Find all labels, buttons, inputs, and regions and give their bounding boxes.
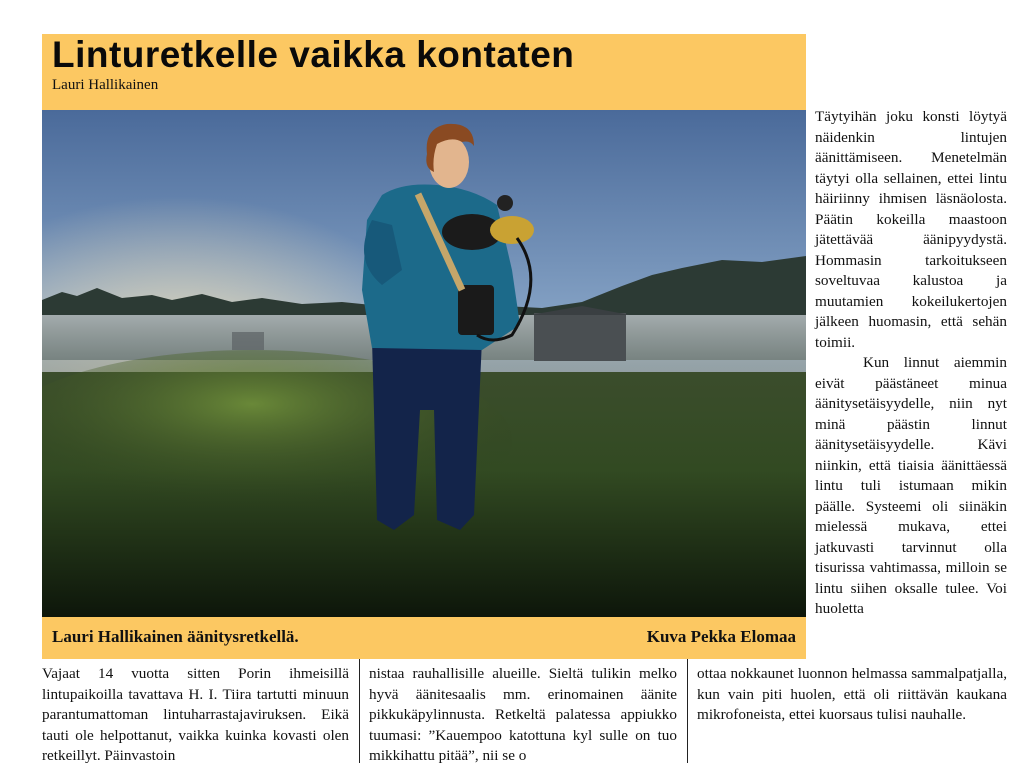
- body-column-2: [369, 664, 677, 763]
- body-text: nistaa rauhallisille alueille. Sieltä tulikin melko hyvä äänitesaalis mm. erinomainen äänite pikkukäpylinnusta. Retkeltä palatessa appiukko tuumasi: ”Kauempoo katottuna kyl sulle on tuo mikkihattu pitää”, nii se o: [369, 665, 677, 763]
- photo-illustration: [42, 110, 806, 617]
- body-column-3: [697, 664, 1007, 763]
- caption-band: [42, 617, 806, 659]
- column-divider: [687, 659, 688, 763]
- body-column-1: [42, 664, 349, 763]
- article-author: Lauri Hallikainen: [52, 77, 159, 93]
- article-photo: [42, 110, 806, 617]
- right-column-paragraph: Täytyihän joku konsti löytyä näidenkin lintujen äänittämiseen. Menetelmän täytyi olla sellainen, ettei lintu häiriinny ihmisen läsnäolosta. Päätin kokeilla maastoon jätettävää äänipyydystä. Hommasin tarkoitukseen soveltuvaa kalustoa ja muutamien kokeilukertojen jälkeen huomasin, että sehän toimii.: [815, 108, 1007, 351]
- right-column-paragraph: Kun linnut aiemmin eivät päästäneet minua äänitysetäisyydelle, niin nyt minä päästin linnut äänitysetäisyydelle. Kävi niinkin, että tiaisia äänittäessä lintu tuli istumaan mikin päälle. Systeemi oli siinäkin mielessä mukava, ettei jatkuvasti tarvinnut olla tisurissa vahtimassa, milloin se lintu siihen oksalle tulee. Voi huoletta: [815, 354, 1007, 617]
- photo-credit: Kuva Pekka Elomaa: [646, 627, 796, 646]
- title-band: [42, 34, 806, 110]
- column-divider: [359, 659, 360, 763]
- body-text: Vajaat 14 vuotta sitten Porin ihmeisillä lintupaikoilla tavattava H. I. Tiira tartutti minuun parantumattoman lintuharrastajaviruksen. Eikä tauti ole helpottanut, vaikka kuinka kovasti olen retkeillyt. Päinvastoin: [42, 665, 349, 763]
- right-column: [815, 107, 1007, 620]
- article-title: Linturetkelle vaikka kontaten: [52, 34, 575, 75]
- body-text: ottaa nokkaunet luonnon helmassa sammalpatjalla, kun vain piti huolen, että oli riittävän kaukana mikrofoneista, ettei kuorsaus tulisi nauhalle.: [697, 665, 1007, 723]
- photo-caption: Lauri Hallikainen äänitysretkellä.: [52, 627, 299, 646]
